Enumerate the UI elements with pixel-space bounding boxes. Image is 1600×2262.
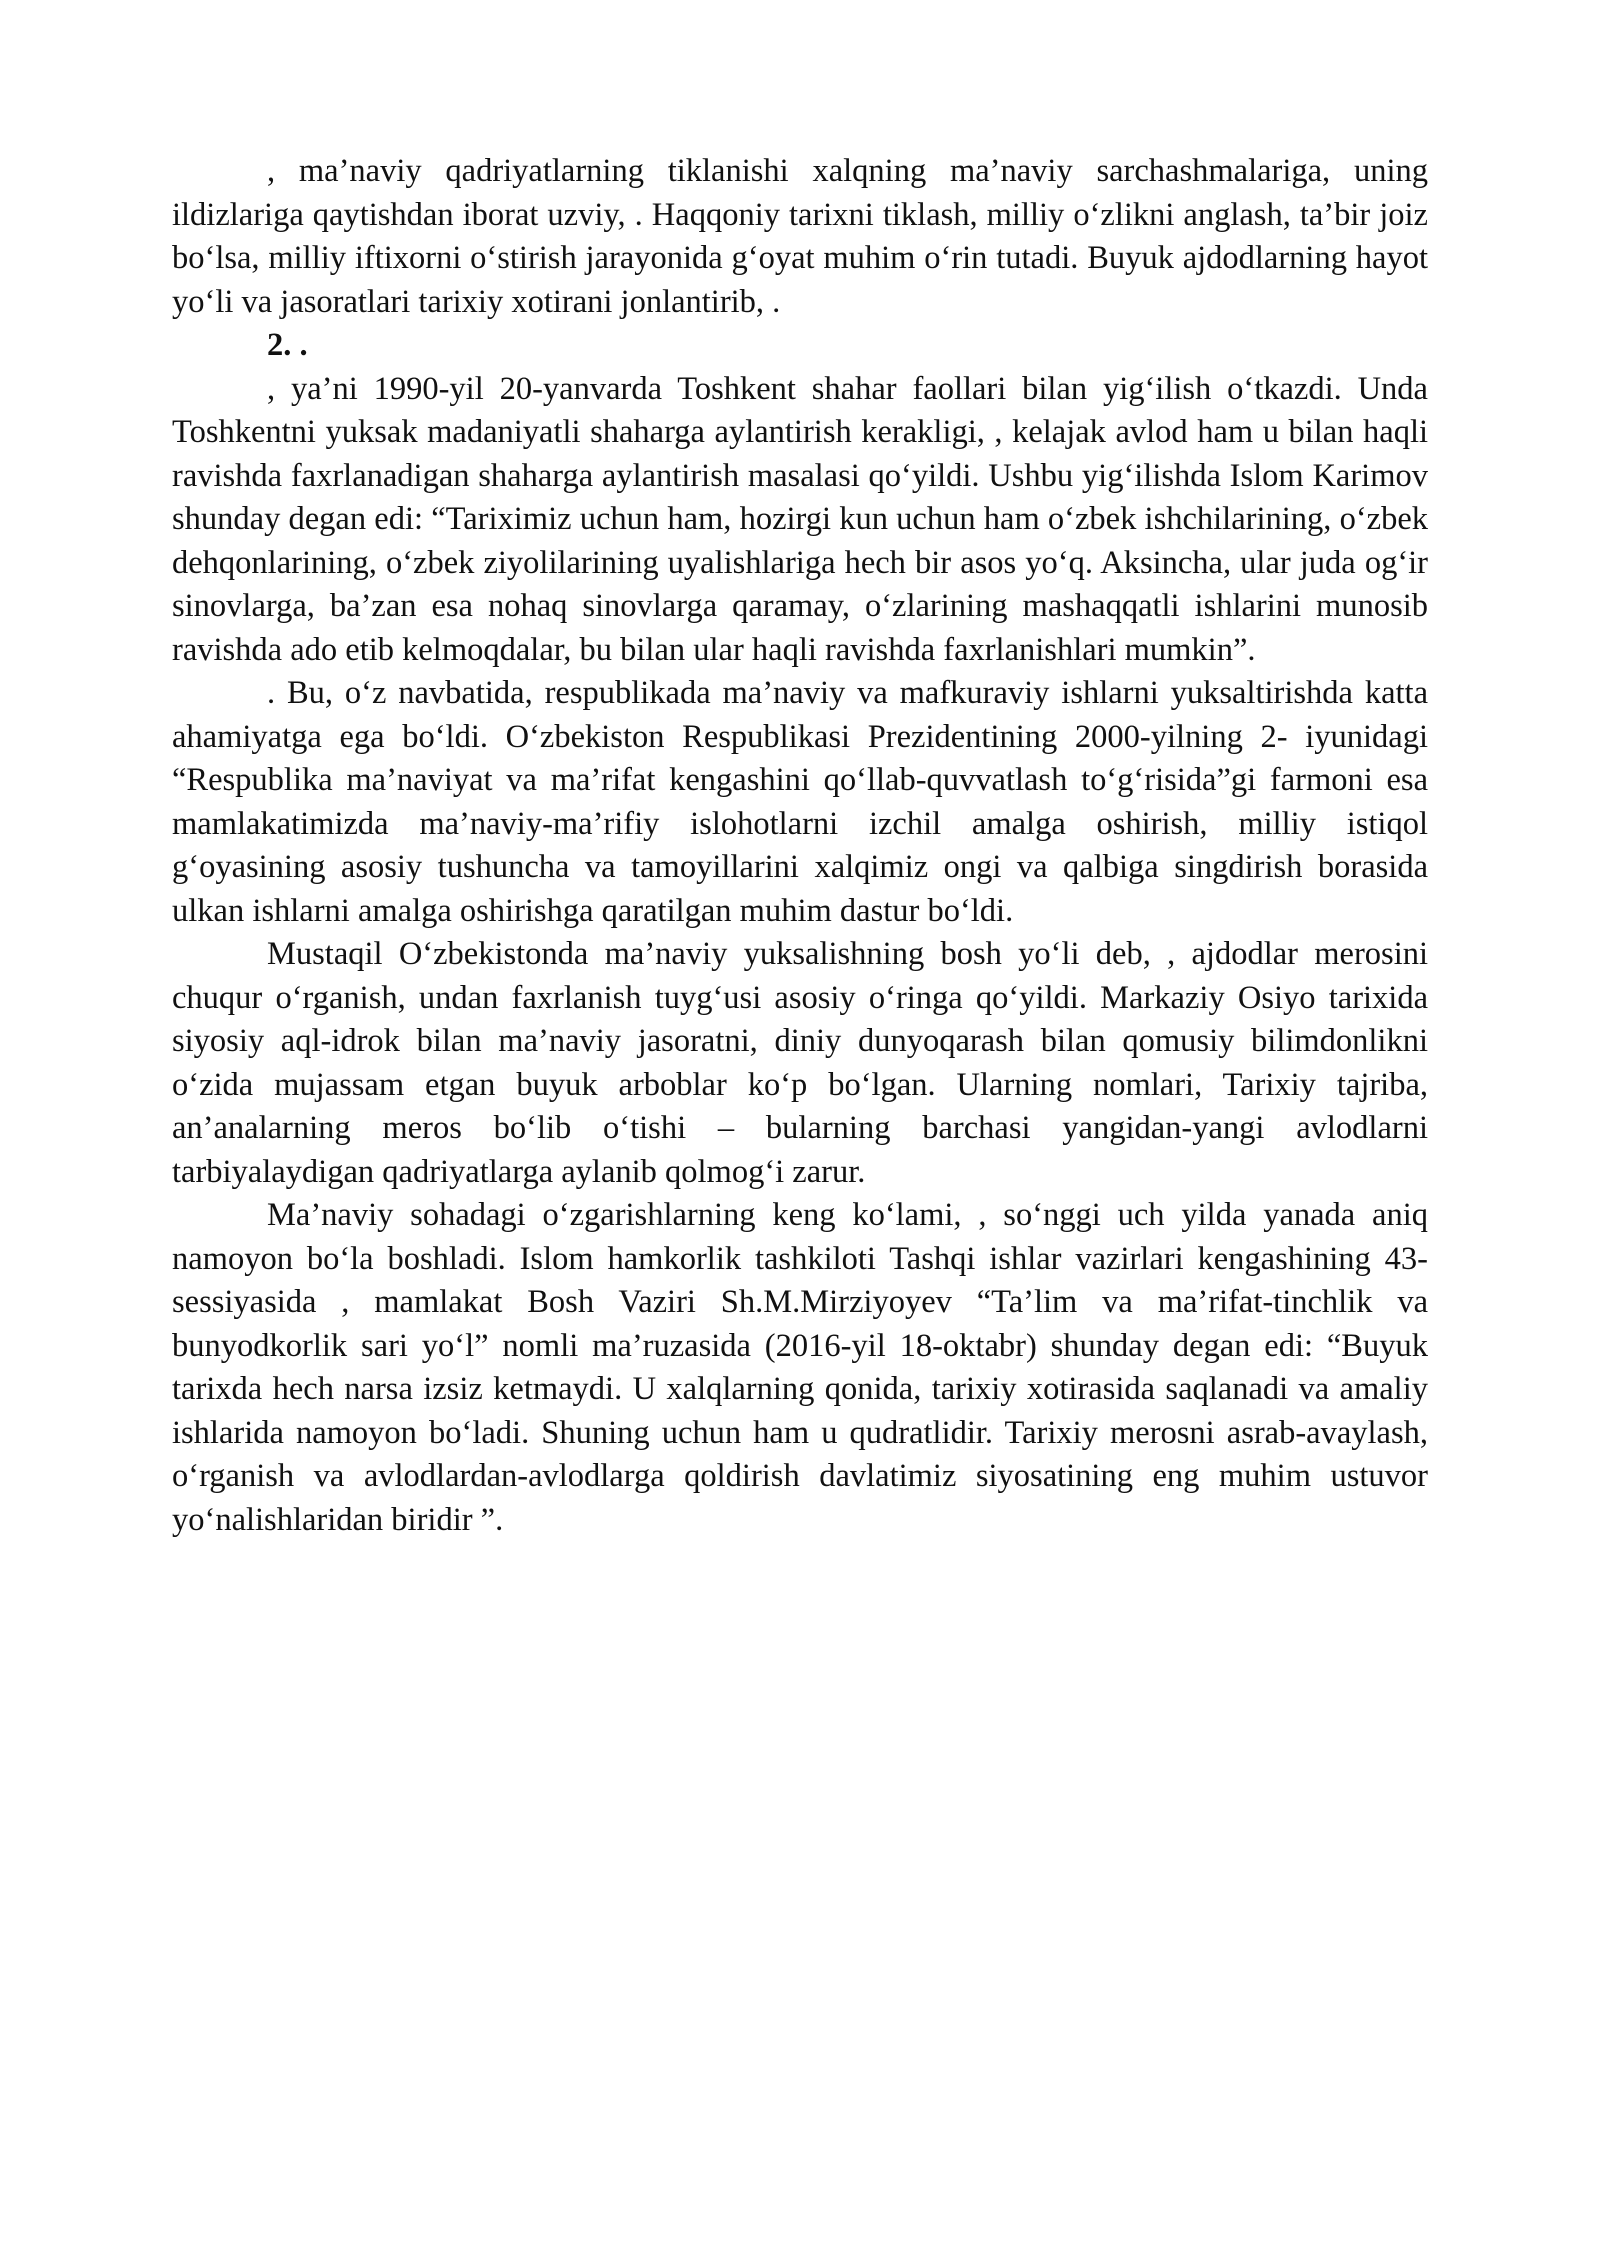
document-page <box>172 150 1428 1542</box>
paragraph-2: , ya’ni 1990-yil 20-yanvarda Toshkent shahar faollari bilan yig‘ilish o‘tkazdi. Unda Toshkentni yuksak madaniyatli shaharga aylantirish kerakligi, , kelajak avlod ham u bilan haqli ravishda faxrlanadigan shaharga aylantirish masalasi qo‘yildi. Ushbu yig‘ilishda Islom Karimov shunday degan edi: “Tariximiz uchun ham, hozirgi kun uchun ham o‘zbek ishchilarining, o‘zbek dehqonlarining, o‘zbek ziyolilarining uyalishlariga hech bir asos yo‘q. Aksincha, ular juda og‘ir sinovlarga, ba’zan esa nohaq sinovlarga qaramay, o‘zlarining mashaqqatli ishlarini munosib ravishda ado etib kelmoqdalar, bu bilan ular haqli ravishda faxrlanishlari mumkin”. <box>172 370 1428 668</box>
paragraph-3: . Bu, o‘z navbatida, respublikada ma’naviy va mafkuraviy ishlarni yuksaltirishda katta ahamiyatga ega bo‘ldi. O‘zbekiston Respublikasi Prezidentining 2000-yilning 2- iyunidagi “Respublika ma’naviyat va ma’rifat kengashini qo‘llab-quvvatlash to‘g‘risida”gi farmoni esa mamlakatimizda ma’naviy-ma’rifiy islohotlarni izchil amalga oshirish, milliy istiqol g‘oyasining asosiy tushuncha va tamoyillarini xalqimiz ongi va qalbiga singdirish borasida ulkan ishlarni amalga oshirishga qaratilgan muhim dastur bo‘ldi. <box>172 675 1428 929</box>
paragraph-5: Ma’naviy sohadagi o‘zgarishlarning keng ko‘lami, , so‘nggi uch yilda yanada aniq namoyon bo‘la boshladi. Islom hamkorlik tashkiloti Tashqi ishlar vazirlari kengashining 43-sessiyasida , mamlakat Bosh Vaziri Sh.M.Mirziyoyev “Ta’lim va ma’rifat-tinchlik va bunyodkorlik sari yo‘l” nomli ma’ruzasida (2016-yil 18-oktabr) shunday degan edi: “Buyuk tarixda hech narsa izsiz ketmaydi. U xalqlarning qonida, tarixiy xotirasida saqlanadi va amaliy ishlarida namoyon bo‘ladi. Shuning uchun ham u qudratlidir. Tarixiy merosni asrab-avaylash, o‘rganish va avlodlardan-avlodlarga qoldirish davlatimiz siyosatining eng muhim ustuvor yo‘nalishlaridan biridir ”. <box>172 1197 1428 1538</box>
paragraph-4: Mustaqil O‘zbekistonda ma’naviy yuksalishning bosh yo‘li deb, , ajdodlar merosini chuqur o‘rganish, undan faxrlanish tuyg‘usi asosiy o‘ringa qo‘yildi. Markaziy Osiyo tarixida siyosiy aql-idrok bilan ma’naviy jasoratni, diniy dunyoqarash bilan qomusiy bilimdonlikni o‘zida mujassam etgan buyuk arboblar ko‘p bo‘lgan. Ularning nomlari, Tarixiy tajriba, an’analarning meros bo‘lib o‘tishi – bularning barchasi yangidan-yangi avlodlarni tarbiyalaydigan qadriyatlarga aylanib qolmog‘i zarur. <box>172 936 1428 1190</box>
paragraph-1: , ma’naviy qadriyatlarning tiklanishi xalqning ma’naviy sarchashmalariga, uning ildizlariga qaytishdan iborat uzviy, . Haqqoniy tarixni tiklash, milliy o‘zlikni anglash, ta’bir joiz bo‘lsa, milliy iftixorni o‘stirish jarayonida g‘oyat muhim o‘rin tutadi. Buyuk ajdodlarning hayot yo‘li va jasoratlari tarixiy xotirani jonlantirib, . <box>172 153 1428 320</box>
section-heading: 2. . <box>267 327 308 363</box>
